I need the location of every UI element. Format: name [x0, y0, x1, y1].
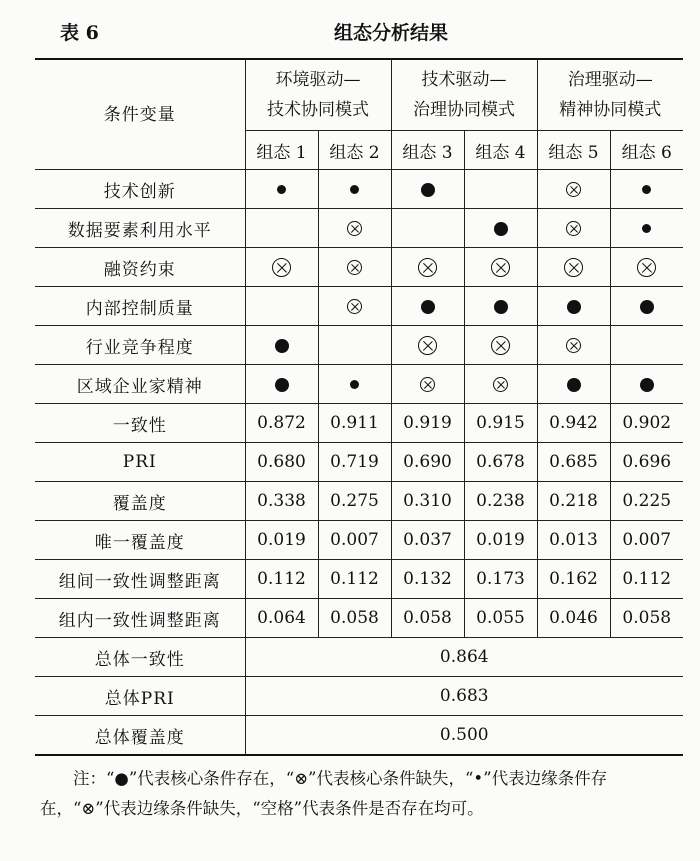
edge-absent-icon	[347, 260, 362, 275]
metric-value: 0.678	[464, 443, 537, 482]
condition-row	[35, 170, 683, 209]
metric-row	[35, 443, 683, 482]
condition-cell	[391, 209, 464, 248]
core-present-icon	[275, 378, 289, 392]
group-header-line: 精神协同模式	[559, 100, 662, 120]
condition-cell	[537, 248, 610, 287]
config-header: 组态 1	[245, 131, 318, 170]
overall-row	[35, 638, 683, 677]
edge-absent-icon	[566, 182, 581, 197]
metric-value: 0.013	[537, 521, 610, 560]
core-present-icon	[421, 300, 435, 314]
metric-name: 唯一覆盖度	[35, 521, 245, 560]
core-present-icon	[640, 300, 654, 314]
edge-present-icon	[277, 185, 286, 194]
condition-cell	[318, 365, 391, 404]
condition-name: 数据要素利用水平	[35, 209, 245, 248]
core-present-icon	[494, 300, 508, 314]
metric-value: 0.685	[537, 443, 610, 482]
group-header-line: 治理协同模式	[413, 100, 515, 120]
edge-present-icon	[642, 224, 651, 233]
overall-value: 0.500	[245, 716, 683, 756]
metric-value: 0.310	[391, 482, 464, 521]
core-present-icon	[567, 378, 581, 392]
condition-name: 技术创新	[35, 170, 245, 209]
condition-cell	[464, 365, 537, 404]
metric-value: 0.225	[610, 482, 683, 521]
condition-cell	[464, 170, 537, 209]
condition-cell	[610, 209, 683, 248]
metric-value: 0.058	[318, 599, 391, 638]
overall-row	[35, 677, 683, 716]
metric-value: 0.037	[391, 521, 464, 560]
metric-row	[35, 482, 683, 521]
metric-value: 0.338	[245, 482, 318, 521]
core-absent-icon	[491, 258, 510, 277]
metric-value: 0.046	[537, 599, 610, 638]
metric-name: 组内一致性调整距离	[35, 599, 245, 638]
condition-row	[35, 248, 683, 287]
metric-value: 0.872	[245, 404, 318, 443]
group-header-2	[391, 59, 537, 131]
edge-absent-icon	[566, 338, 581, 353]
condition-cell	[245, 326, 318, 365]
group-header-line: 治理驱动—	[567, 70, 653, 90]
metric-row	[35, 599, 683, 638]
condition-name: 内部控制质量	[35, 287, 245, 326]
condition-cell	[318, 326, 391, 365]
core-absent-icon	[418, 336, 437, 355]
condition-cell	[610, 287, 683, 326]
metric-value: 0.019	[245, 521, 318, 560]
condition-cell	[245, 209, 318, 248]
core-present-icon	[567, 300, 581, 314]
condition-row	[35, 365, 683, 404]
condition-cell	[245, 365, 318, 404]
metric-value: 0.942	[537, 404, 610, 443]
group-header-line: 环境驱动—	[275, 70, 361, 90]
condition-name: 行业竞争程度	[35, 326, 245, 365]
condition-row	[35, 287, 683, 326]
condition-cell	[391, 326, 464, 365]
title-row	[40, 18, 682, 48]
metric-value: 0.058	[610, 599, 683, 638]
metric-value: 0.719	[318, 443, 391, 482]
condition-row	[35, 209, 683, 248]
core-absent-icon	[418, 258, 437, 277]
config-header: 组态 3	[391, 131, 464, 170]
metric-value: 0.911	[318, 404, 391, 443]
table-label: 表 6	[60, 22, 99, 44]
metric-name: 覆盖度	[35, 482, 245, 521]
metric-value: 0.007	[318, 521, 391, 560]
core-absent-icon	[491, 336, 510, 355]
condition-cell	[464, 326, 537, 365]
overall-name: 总体PRI	[35, 677, 245, 716]
edge-absent-icon	[493, 377, 508, 392]
metric-value: 0.112	[245, 560, 318, 599]
condition-cell	[391, 170, 464, 209]
core-present-icon	[640, 378, 654, 392]
config-header: 组态 5	[537, 131, 610, 170]
condition-cell	[464, 248, 537, 287]
metric-value: 0.055	[464, 599, 537, 638]
metric-value: 0.696	[610, 443, 683, 482]
condition-cell	[245, 248, 318, 287]
condition-cell	[537, 287, 610, 326]
metric-row	[35, 560, 683, 599]
condition-cell	[318, 170, 391, 209]
metric-row	[35, 404, 683, 443]
overall-name: 总体覆盖度	[35, 716, 245, 756]
condition-cell	[391, 287, 464, 326]
condition-cell	[537, 209, 610, 248]
config-header: 组态 2	[318, 131, 391, 170]
group-header-line: 技术协同模式	[267, 100, 369, 120]
metric-value: 0.007	[610, 521, 683, 560]
metric-name: 组间一致性调整距离	[35, 560, 245, 599]
core-present-icon	[494, 222, 508, 236]
metric-value: 0.915	[464, 404, 537, 443]
config-header: 组态 6	[610, 131, 683, 170]
metric-value: 0.064	[245, 599, 318, 638]
condition-cell	[610, 365, 683, 404]
configuration-table	[35, 58, 683, 756]
condition-cell	[610, 326, 683, 365]
condition-cell	[610, 248, 683, 287]
condition-cell	[391, 365, 464, 404]
condition-row	[35, 326, 683, 365]
condition-name: 区域企业家精神	[35, 365, 245, 404]
condition-cell	[464, 209, 537, 248]
metric-row	[35, 521, 683, 560]
edge-absent-icon	[566, 221, 581, 236]
core-present-icon	[275, 339, 289, 353]
metric-value: 0.690	[391, 443, 464, 482]
condition-cell	[537, 365, 610, 404]
group-header-1	[245, 59, 391, 131]
overall-value: 0.864	[245, 638, 683, 677]
metric-value: 0.902	[610, 404, 683, 443]
table-title: 组态分析结果	[333, 22, 448, 44]
edge-present-icon	[350, 185, 359, 194]
table-note: 注：“●”代表核心条件存在，“⊗”代表核心条件缺失，“•”代表边缘条件存在，“⊗”代表边缘条件缺失，“空格”代表条件是否存在均可。	[40, 769, 608, 818]
core-absent-icon	[637, 258, 656, 277]
condition-cell	[318, 248, 391, 287]
group-header-3	[537, 59, 683, 131]
metric-value: 0.162	[537, 560, 610, 599]
metric-value: 0.218	[537, 482, 610, 521]
condition-cell	[245, 170, 318, 209]
metric-value: 0.019	[464, 521, 537, 560]
condition-cell	[610, 170, 683, 209]
metric-value: 0.058	[391, 599, 464, 638]
metric-value: 0.919	[391, 404, 464, 443]
overall-row	[35, 716, 683, 756]
core-absent-icon	[272, 258, 291, 277]
edge-absent-icon	[420, 377, 435, 392]
variable-header: 条件变量	[35, 59, 245, 170]
metric-value: 0.132	[391, 560, 464, 599]
edge-present-icon	[350, 380, 359, 389]
metric-name: 一致性	[35, 404, 245, 443]
edge-present-icon	[642, 185, 651, 194]
metric-name: PRI	[35, 443, 245, 482]
metric-value: 0.112	[318, 560, 391, 599]
overall-value: 0.683	[245, 677, 683, 716]
condition-cell	[537, 170, 610, 209]
condition-cell	[391, 248, 464, 287]
config-header: 组态 4	[464, 131, 537, 170]
condition-cell	[245, 287, 318, 326]
condition-cell	[318, 287, 391, 326]
edge-absent-icon	[347, 299, 362, 314]
condition-name: 融资约束	[35, 248, 245, 287]
metric-value: 0.275	[318, 482, 391, 521]
edge-absent-icon	[347, 221, 362, 236]
condition-cell	[318, 209, 391, 248]
overall-name: 总体一致性	[35, 638, 245, 677]
condition-cell	[464, 287, 537, 326]
metric-value: 0.680	[245, 443, 318, 482]
condition-cell	[537, 326, 610, 365]
group-header-line: 技术驱动—	[421, 70, 507, 90]
header-row-groups	[35, 59, 683, 131]
metric-value: 0.238	[464, 482, 537, 521]
metric-value: 0.112	[610, 560, 683, 599]
core-present-icon	[421, 183, 435, 197]
metric-value: 0.173	[464, 560, 537, 599]
core-absent-icon	[564, 258, 583, 277]
